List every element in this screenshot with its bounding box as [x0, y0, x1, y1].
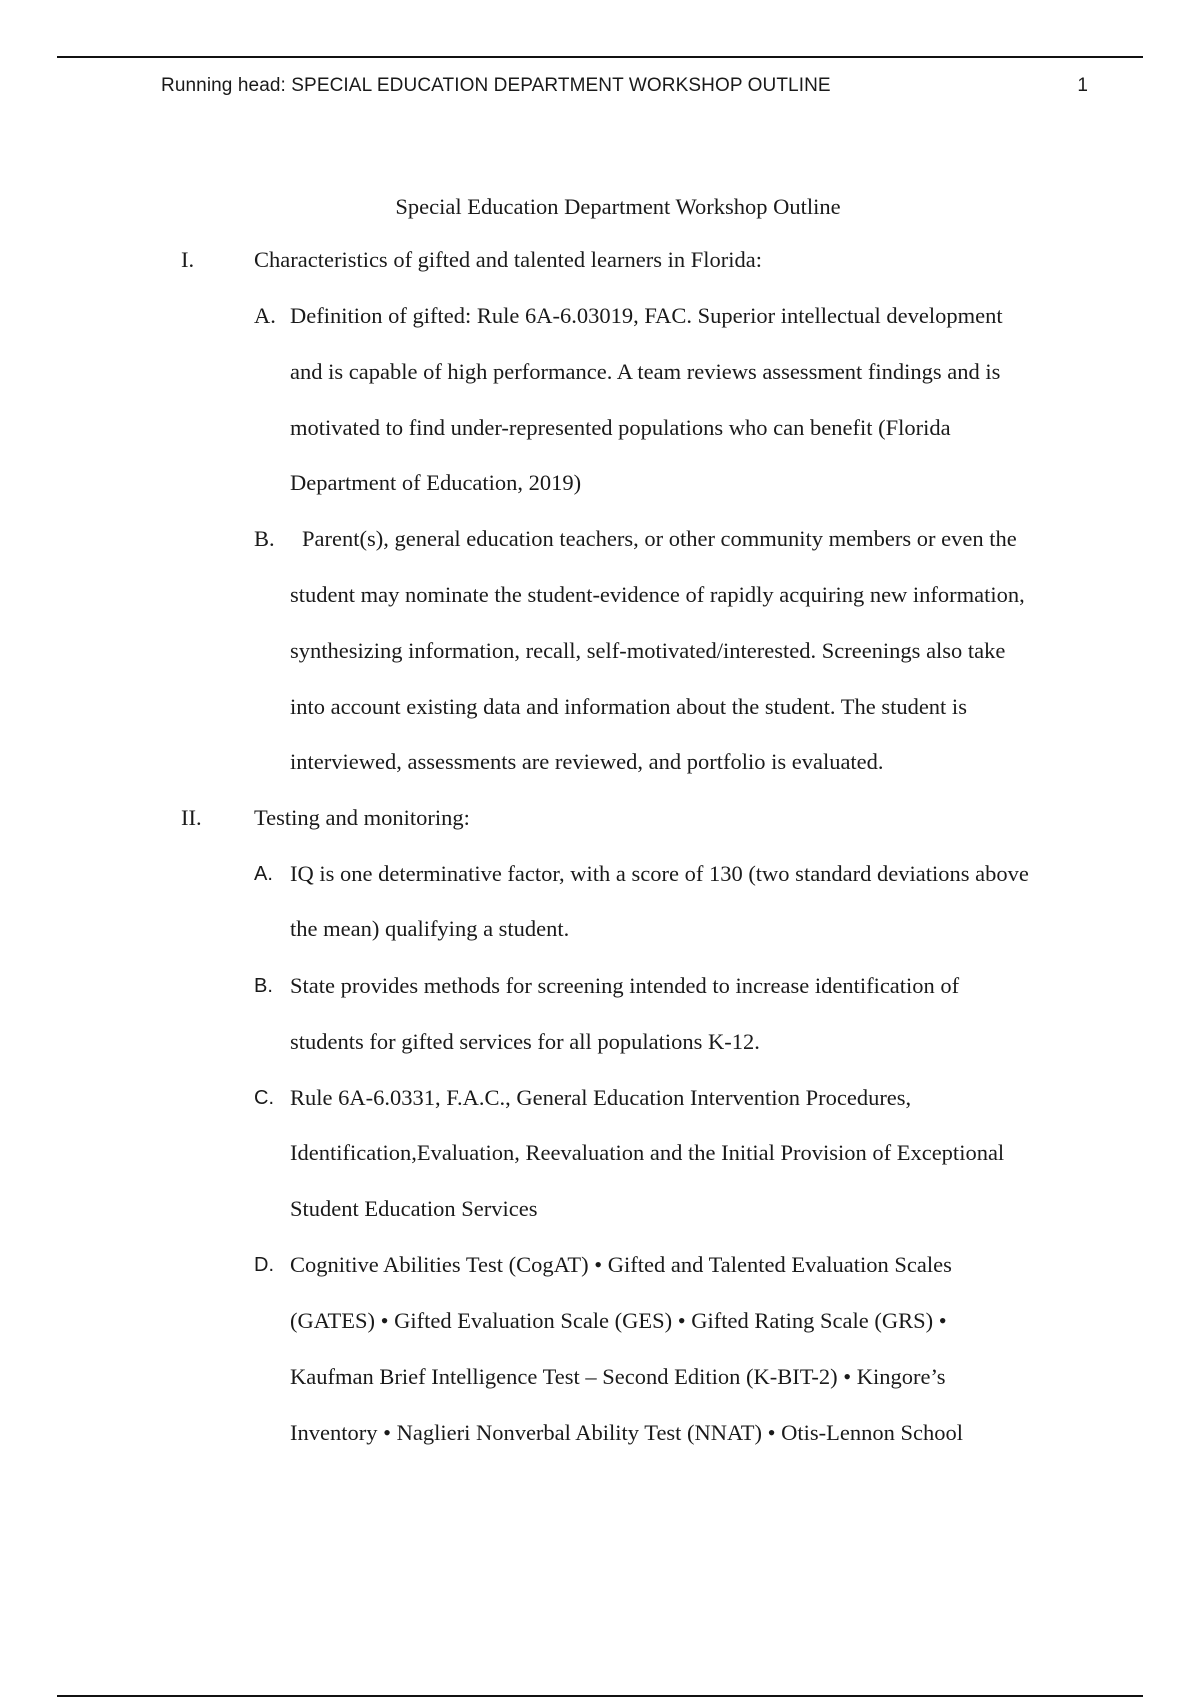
item-line: the mean) qualifying a student.: [290, 916, 570, 941]
item-line: Rule 6A-6.0331, F.A.C., General Education Intervention Procedures,: [290, 1085, 912, 1110]
section-heading: Testing and monitoring:: [254, 805, 470, 830]
item-line: student may nominate the student-evidence of rapidly acquiring new information,: [290, 582, 1025, 607]
item-letter: C.: [254, 1087, 274, 1109]
item-line: State provides methods for screening intended to increase identification of: [290, 973, 960, 998]
document-title: Special Education Department Workshop Outline: [395, 194, 841, 219]
item-letter: D.: [254, 1254, 274, 1276]
section-numeral: II.: [181, 805, 202, 830]
item-line: Cognitive Abilities Test (CogAT) • Gifted and Talented Evaluation Scales: [290, 1252, 952, 1277]
item-line: IQ is one determinative factor, with a score of 130 (two standard deviations above: [290, 861, 1029, 886]
item-letter: A.: [254, 863, 273, 885]
item-letter: B.: [254, 526, 275, 551]
item-line: motivated to find under-represented populations who can benefit (Florida: [290, 415, 951, 440]
item-line: and is capable of high performance. A team reviews assessment findings and is: [290, 359, 1001, 384]
item-line: Department of Education, 2019): [290, 470, 582, 495]
item-line: into account existing data and information about the student. The student is: [290, 694, 967, 719]
item-line: Parent(s), general education teachers, or other community members or even the: [302, 526, 1017, 551]
top-rule: [57, 56, 1143, 58]
item-letter: A.: [254, 303, 276, 328]
item-line: Student Education Services: [290, 1196, 538, 1221]
bottom-rule: [57, 1695, 1143, 1697]
item-line: (GATES) • Gifted Evaluation Scale (GES) • Gifted Rating Scale (GRS) •: [290, 1308, 947, 1333]
item-line: Inventory • Naglieri Nonverbal Ability Test (NNAT) • Otis-Lennon School: [290, 1420, 964, 1445]
page-number: 1: [1077, 75, 1088, 96]
item-line: students for gifted services for all populations K-12.: [290, 1029, 760, 1054]
item-line: synthesizing information, recall, self-motivated/interested. Screenings also take: [290, 638, 1006, 663]
section-heading: Characteristics of gifted and talented learners in Florida:: [254, 247, 762, 272]
running-head: Running head: SPECIAL EDUCATION DEPARTMENT WORKSHOP OUTLINE: [161, 75, 831, 96]
item-line: interviewed, assessments are reviewed, and portfolio is evaluated.: [290, 749, 884, 774]
item-letter: B.: [254, 975, 273, 997]
item-line: Kaufman Brief Intelligence Test – Second Edition (K-BIT-2) • Kingore’s: [290, 1364, 946, 1389]
item-line: Definition of gifted: Rule 6A-6.03019, FAC. Superior intellectual development: [290, 303, 1003, 328]
item-line: Identification,Evaluation, Reevaluation and the Initial Provision of Exceptional: [290, 1140, 1005, 1165]
section-numeral: I.: [181, 247, 195, 272]
